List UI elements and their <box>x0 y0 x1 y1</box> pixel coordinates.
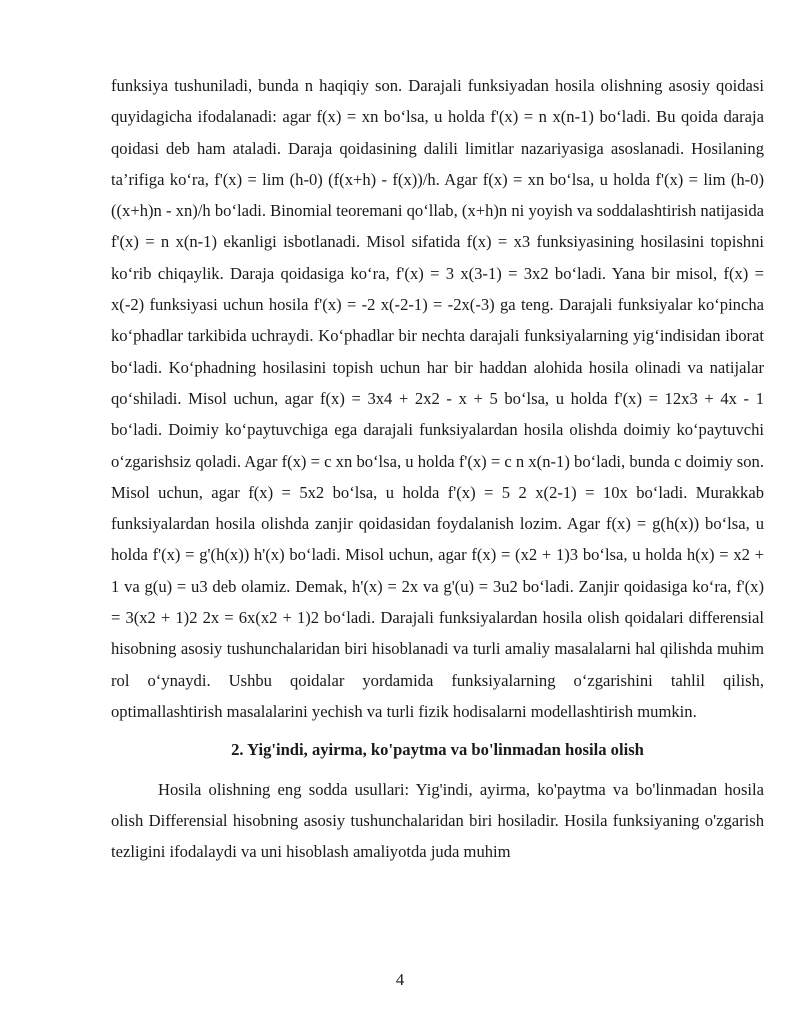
document-page <box>111 70 764 867</box>
body-paragraph: funksiya tushuniladi, bunda n haqiqiy son. Darajali funksiyadan hosila olishning asosiy qoidasi quyidagicha ifodalanadi: agar f(x) = xn bo‘lsa, u holda f'(x) = n x(n-1) bo‘ladi. Bu qoida daraja qoidasi deb ham ataladi. Daraja qoidasining dalili limitlar nazariyasiga asoslanadi. Hosilaning ta’rifiga ko‘ra, f'(x) = lim (h-0) (f(x+h) - f(x))/h. Agar f(x) = xn bo‘lsa, u holda f'(x) = lim (h-0) ((x+h)n - xn)/h bo‘ladi. Binomial teoremani qo‘llab, (x+h)n ni yoyish va soddalashtirish natijasida f'(x) = n x(n-1) ekanligi isbotlanadi. Misol sifatida f(x) = x3 funksiyasining hosilasini topishni ko‘rib chiqaylik. Daraja qoidasiga ko‘ra, f'(x) = 3 x(3-1) = 3x2 bo‘ladi. Yana bir misol, f(x) = x(-2) funksiyasi uchun hosila f'(x) = -2 x(-2-1) = -2x(-3) ga teng. Darajali funksiyalar ko‘pincha ko‘phadlar tarkibida uchraydi. Ko‘phadlar bir nechta darajali funksiyalarning yig‘indisidan iborat bo‘ladi. Ko‘phadning hosilasini topish uchun har bir haddan alohida hosila olinadi va natijalar qo‘shiladi. Misol uchun, agar f(x) = 3x4 + 2x2 - x + 5 bo‘lsa, u holda f'(x) = 12x3 + 4x - 1 bo‘ladi. Doimiy ko‘paytuvchiga ega darajali funksiyalardan hosila olishda doimiy ko‘paytuvchi o‘zgarishsiz qoladi. Agar f(x) = c xn bo‘lsa, u holda f'(x) = c n x(n-1) bo‘ladi, bunda c doimiy son. Misol uchun, agar f(x) = 5x2 bo‘lsa, u holda f'(x) = 5 2 x(2-1) = 10x bo‘ladi. Murakkab funksiyalardan hosila olishda zanjir qoidasidan foydalanish lozim. Agar f(x) = g(h(x)) bo‘lsa, u holda f'(x) = g'(h(x)) h'(x) bo‘ladi. Misol uchun, agar f(x) = (x2 + 1)3 bo‘lsa, u holda h(x) = x2 + 1 va g(u) = u3 deb olamiz. Demak, h'(x) = 2x va g'(u) = 3u2 bo‘ladi. Zanjir qoidasiga ko‘ra, f'(x) = 3(x2 + 1)2 2x = 6x(x2 + 1)2 bo‘ladi. Darajali funksiyalardan hosila olish qoidalari differensial hisobning asosiy tushunchalaridan biri hisoblanadi va turli amaliy masalalarni hal qilishda muhim rol o‘ynaydi. Ushbu qoidalar yordamida funksiyalarning o‘zgarishini tahlil qilish, optimallashtirish masalalarini yechish va turli fizik hodisalarni modellashtirish mumkin. <box>111 76 764 721</box>
page-number: 4 <box>395 970 405 989</box>
section-heading: 2. Yig'indi, ayirma, ko'paytma va bo'linmadan hosila olish <box>231 740 644 760</box>
body-paragraph: Hosila olishning eng sodda usullari: Yig'indi, ayirma, ko'paytma va bo'linmadan hosila olish Differensial hisobning asosiy tushunchalaridan biri hosiladir. Hosila funksiyaning o'zgarish tezligini ifodalaydi va uni hisoblash amaliyotda juda muhim <box>111 779 764 862</box>
